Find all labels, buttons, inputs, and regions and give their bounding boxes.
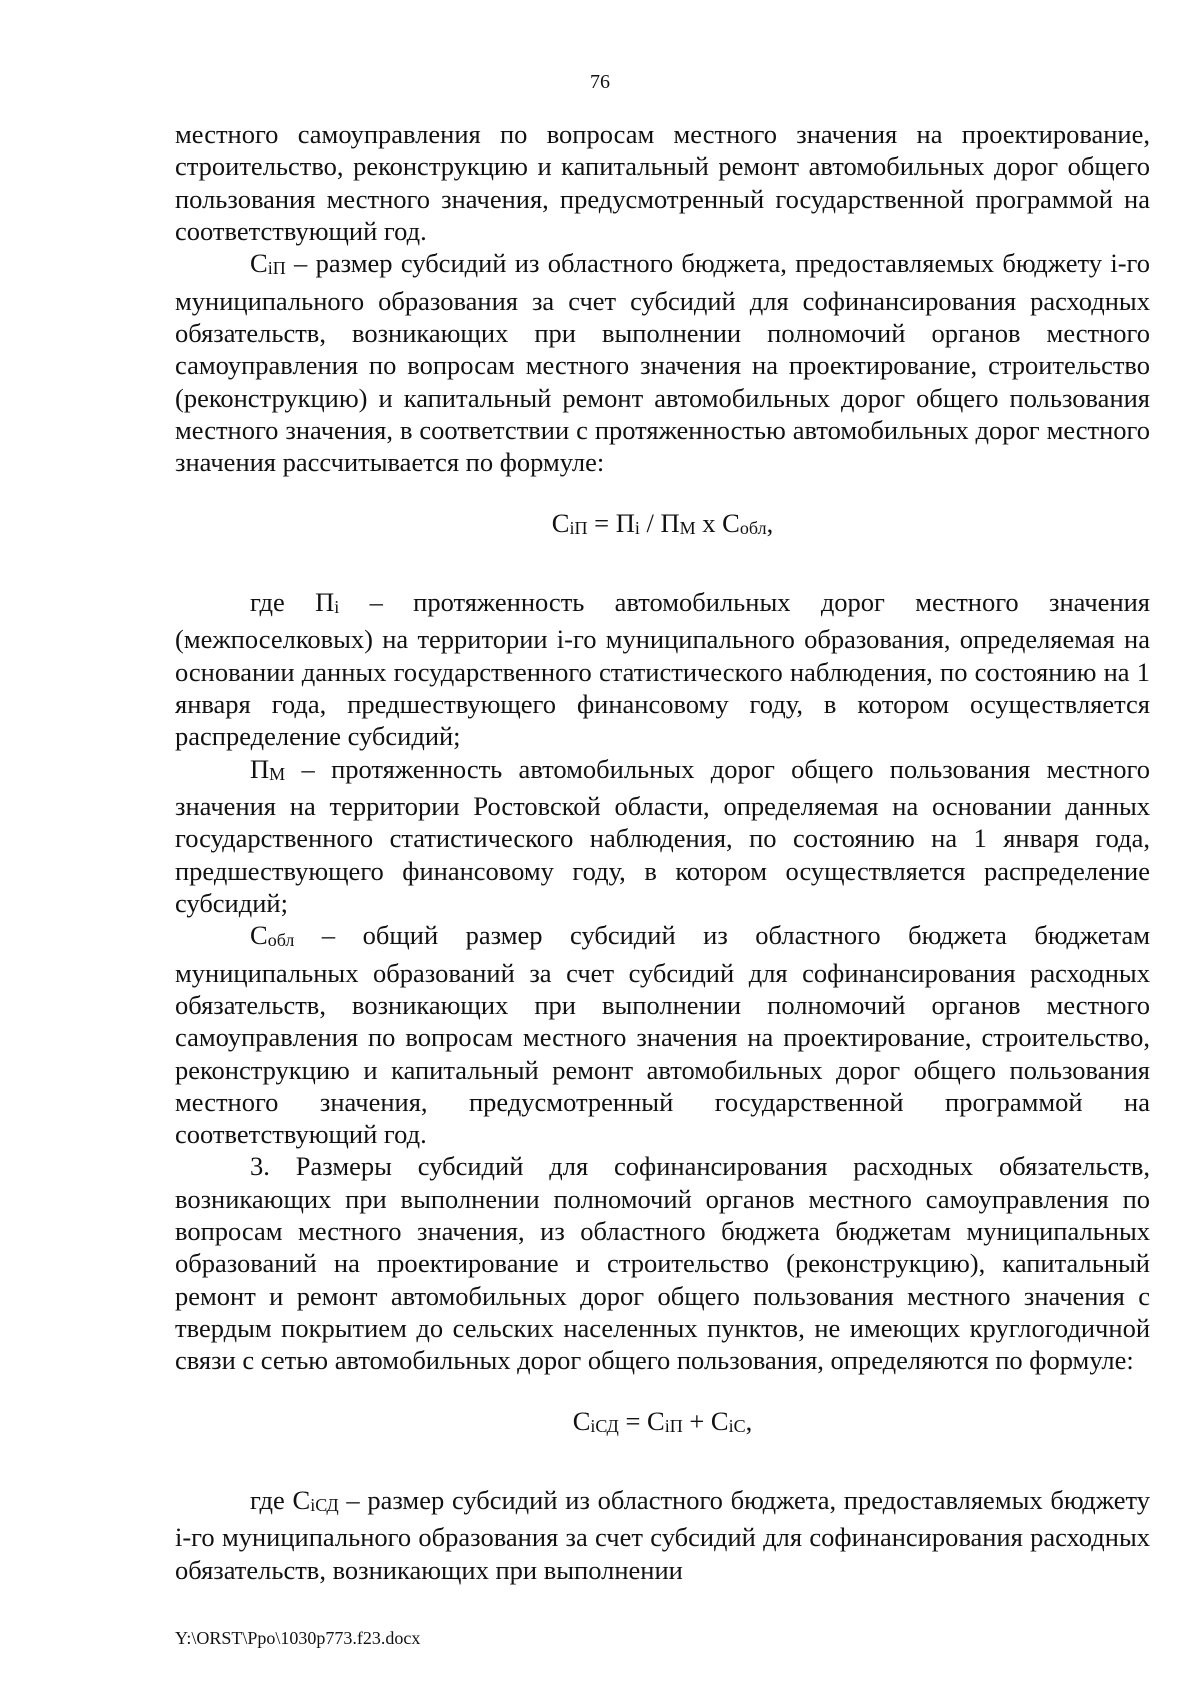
- formula-subscript: iП: [664, 1416, 683, 1437]
- subscript-obl: обл: [267, 930, 295, 951]
- formula-term: С: [551, 508, 570, 539]
- formula-subscript: i: [634, 518, 640, 539]
- symbol-p: П: [250, 753, 270, 784]
- definition-text: – размер субсидий из областного бюджета, предоставляемых бюджету i-го муниципального образования за счет субсидий для софинансирования расходных обязательств, возникающих при выполнении: [175, 1484, 1150, 1585]
- paragraph-definition-cobl: [175, 919, 1150, 1150]
- paragraph-continuation: местного самоуправления по вопросам местного значения на проектирование, строительство, реконструкцию и капитальный ремонт автомобильных дорог общего пользования местного значения, предусмотренный государственной программой на соответствующий год.: [175, 119, 1150, 246]
- formula-subscript: iС: [728, 1416, 746, 1437]
- formula-term: = С: [618, 1406, 665, 1437]
- definition-text: – протяженность автомобильных дорог местного значения (межпоселковых) на территории i-го муниципального образования, определяемая на основании данных государственного статистического наблюдения, по состоянию на 1 января года, предшествующего финансовому году, в котором осуществляется распределение субсидий;: [175, 586, 1150, 752]
- paragraph-definition-cip: [175, 247, 1150, 478]
- formula-cip: [175, 507, 1150, 544]
- definition-text: – протяженность автомобильных дорог общего пользования местного значения на территории Ростовской области, определяемая на основании данных государственного статистического наблюдения, по состоянию на 1 января года, предшествующего финансовому году, в котором осуществляется распределение субсидий;: [175, 753, 1150, 918]
- formula-term: ,: [766, 508, 774, 539]
- document-body: [175, 118, 1150, 1586]
- formula-subscript: iСД: [590, 1416, 619, 1437]
- formula-term: + С: [682, 1406, 729, 1437]
- subscript-m: М: [269, 763, 286, 784]
- formula-term: С: [572, 1406, 591, 1437]
- definition-text: – общий размер субсидий из областного бюджета бюджетам муниципальных образований за счет субсидий для софинансирования расходных обязательств, возникающих при выполнении полномочий органов местного самоуправления по вопросам местного значения на проектирование, строительство, реконструкцию и капитальный ремонт автомобильных дорог общего пользования местного значения, предусмотренный государственной программой на соответствующий год.: [175, 920, 1150, 1150]
- paragraph-definition-cisd: [175, 1484, 1150, 1586]
- subscript-i: i: [334, 597, 340, 618]
- paragraph-definition-pi: [175, 586, 1150, 753]
- footer-file-path: Y:\ORST\Ppo\1030p773.f23.docx: [175, 1628, 421, 1648]
- definition-lead: где С: [250, 1484, 311, 1515]
- definition-text: – размер субсидий из областного бюджета, предоставляемых бюджету i-го муниципального образования за счет субсидий для софинансирования расходных обязательств, возникающих при выполнении полномочий органов местного самоуправления по вопросам местного значения на проектирование, строительство (реконструкцию) и капитальный ремонт автомобильных дорог общего пользования местного значения, в соответствии с протяженностью автомобильных дорог местного значения рассчитывается по формуле:: [175, 248, 1150, 478]
- formula-subscript: М: [679, 518, 696, 539]
- formula-term: x С: [695, 508, 740, 539]
- formula-term: ,: [745, 1406, 753, 1437]
- formula-term: / П: [639, 508, 680, 539]
- formula-subscript: iП: [569, 518, 588, 539]
- symbol-c: С: [250, 248, 268, 279]
- subscript-isd: iСД: [310, 1495, 339, 1516]
- paragraph-definition-pm: [175, 753, 1150, 920]
- formula-term: = П: [587, 508, 635, 539]
- symbol-c: С: [250, 920, 268, 951]
- formula-cisd: [175, 1405, 1150, 1442]
- page-number: 76: [590, 71, 610, 93]
- paragraph-item-3: 3. Размеры субсидий для софинансирования расходных обязательств, возникающих при выполнении полномочий органов местного самоуправления по вопросам местного значения, из областного бюджета бюджетам муниципальных образований на проектирование и строительство (реконструкцию), капитальный ремонт и ремонт автомобильных дорог общего пользования местного значения с твердым покрытием до сельских населенных пунктов, не имеющих круглогодичной связи с сетью автомобильных дорог общего пользования, определяются по формуле:: [175, 1151, 1150, 1376]
- subscript-ip: iП: [267, 258, 286, 279]
- definition-lead: где П: [250, 586, 335, 617]
- formula-subscript: обл: [739, 518, 767, 539]
